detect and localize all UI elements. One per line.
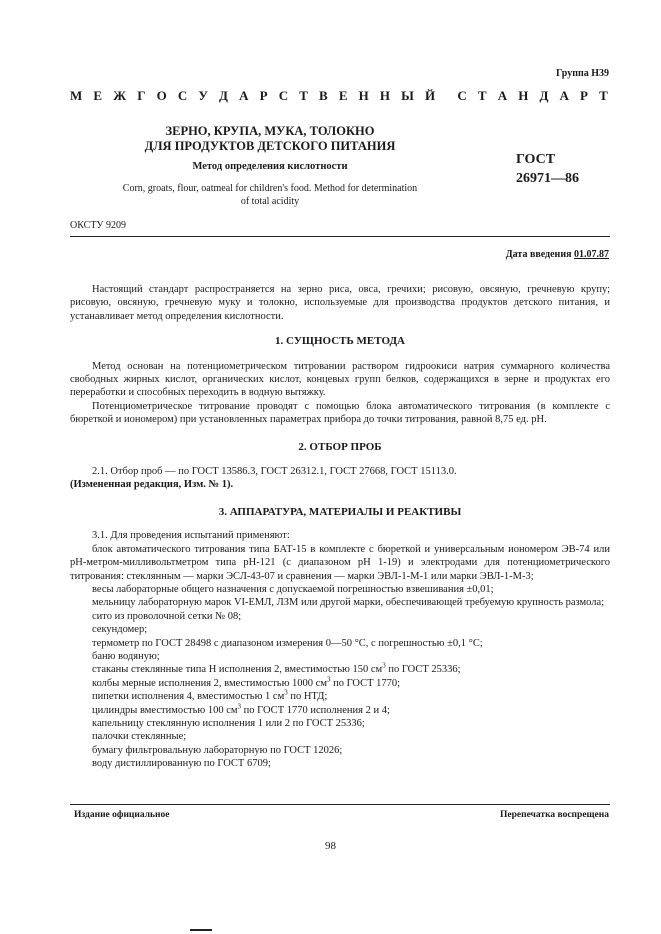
standard-header-letter: Й xyxy=(425,88,436,103)
standard-header-letter: В xyxy=(319,88,328,103)
section-3-paragraph-1: 3.1. Для проведения испытаний применяют: xyxy=(92,530,290,542)
list-item: мельницу лабораторную марок VI-ЕМЛ, ЛЗМ или другой марки, обеспечивающей требуемую крупность размола; xyxy=(92,597,605,609)
section-1-paragraph-1: Метод основан на потенциометрическом титровании раствором гидроокиси натрия суммарного количества свободных жирных кислот, органических кислот, концевых групп белков, содержащихся в зерне и продуктах его переработки и способных переходить в водную вытяжку. xyxy=(70,360,610,399)
standard-header-letter: М xyxy=(70,88,83,103)
list-item: бумагу фильтровальную лабораторную по ГОСТ 12026; xyxy=(92,744,343,756)
gost-designation xyxy=(516,150,579,188)
list-item: секундомер; xyxy=(92,624,148,636)
standard-header-letter: Д xyxy=(539,88,549,103)
standard-header-letter: Н xyxy=(379,88,390,103)
standard-header-letter: С xyxy=(278,88,289,103)
standard-header-letter: Ж xyxy=(113,88,127,103)
title-line-2: ДЛЯ ПРОДУКТОВ ДЕТСКОГО ПИТАНИЯ xyxy=(144,139,396,153)
page-number: 98 xyxy=(325,840,336,852)
standard-header-letter: О xyxy=(156,88,167,103)
list-item: баню водяную; xyxy=(92,650,160,662)
list-item: воду дистиллированную по ГОСТ 6709; xyxy=(92,758,271,770)
official-edition-label: Издание официальное xyxy=(74,810,170,820)
group-label: Группа Н39 xyxy=(556,68,609,79)
intro-date-label: Дата введения xyxy=(505,249,572,260)
standard-header-letter: Н xyxy=(518,88,529,103)
list-item: термометр по ГОСТ 28498 с диапазоном измерения 0—50 °С, с погрешностью ±0,1 °С; xyxy=(92,637,483,649)
list-item-flasks xyxy=(70,677,610,690)
standard-header-letter: У xyxy=(198,88,208,103)
item-text: по ГОСТ 25336; xyxy=(385,664,461,676)
standard-header-letter: Р xyxy=(259,88,268,103)
list-item: капельницу стеклянную исполнения 1 или 2 по ГОСТ 25336; xyxy=(92,717,365,729)
section-2-note: (Измененная редакция, Изм. № 1). xyxy=(70,479,234,491)
standard-header-letter: А xyxy=(559,88,569,103)
list-item: весы лабораторные общего назначения с допускаемой погрешностью взвешивания ±0,01; xyxy=(92,583,494,595)
scan-edge-mark xyxy=(190,929,212,931)
standard-header xyxy=(70,88,608,104)
superscript: 3 xyxy=(284,688,288,697)
standard-header-letter: Т xyxy=(299,88,308,103)
standard-header-letter: Т xyxy=(477,88,487,103)
section-1-paragraph-2: Потенциометрическое титрование проводят с помощью блока автоматического титрования (в комплекте с бюреткой и иономером) при установленных параметрах прибора до точки титрования, равной 8,75 ед. pH. xyxy=(70,400,610,426)
document-body xyxy=(70,283,610,771)
english-title xyxy=(120,182,420,208)
superscript: 3 xyxy=(326,675,331,684)
section-2-heading: 2. ОТБОР ПРОБ xyxy=(298,440,382,453)
method-title: Метод определения кислотности xyxy=(192,161,348,172)
gost-number: 26971—86 xyxy=(516,171,579,186)
english-title-line-1: Corn, groats, flour, oatmeal for children's food. Method for determination xyxy=(122,183,418,194)
section-1-heading: 1. СУЩНОСТЬ МЕТОДА xyxy=(275,335,405,348)
header-divider xyxy=(70,236,610,237)
superscript: 3 xyxy=(382,661,386,670)
title-block xyxy=(120,124,420,208)
footer-divider xyxy=(70,804,610,805)
list-item: сито из проволочной сетки № 08; xyxy=(92,610,242,622)
standard-header-letter: Р xyxy=(580,88,588,103)
section-2-paragraph-1: 2.1. Отбор проб — по ГОСТ 13586.3, ГОСТ 26312.1, ГОСТ 27668, ГОСТ 15113.0. xyxy=(92,466,457,478)
list-item-pipettes xyxy=(70,690,610,703)
section-3-heading: 3. АППАРАТУРА, МАТЕРИАЛЫ И РЕАКТИВЫ xyxy=(218,505,462,518)
item-text: колбы мерные исполнения 2, вместимостью 1000 см xyxy=(92,677,327,689)
standard-header-letter: А xyxy=(497,88,508,103)
intro-date-value: 01.07.87 xyxy=(574,249,609,260)
superscript: 3 xyxy=(237,702,242,711)
standard-header-letter: А xyxy=(239,88,249,103)
standard-header-letter: Т xyxy=(599,88,608,103)
gost-label: ГОСТ xyxy=(516,152,556,167)
item-text: пипетки исполнения 4, вместимостью 1 см xyxy=(92,691,285,703)
intro-date xyxy=(506,249,609,260)
standard-header-letter: С xyxy=(457,88,467,103)
list-item-cylinders xyxy=(70,704,610,717)
list-item: блок автоматического титрования типа БАТ-15 в комплекте с бюреткой и универсальным иономером ЭВ-74 или pH-метром-милливольтметром типа pH-121 (с диапазоном pH 1-19) и электродами для потенциометрического титрования: стеклянным — марки ЭСЛ-43-07 и сравнения — марки ЭВЛ-1-М-1 или марки ЭВЛ-1-М-3; xyxy=(70,543,610,582)
item-text: стаканы стеклянные типа Н исполнения 2, вместимостью 150 см xyxy=(92,664,383,676)
item-text: по ГОСТ 1770; xyxy=(330,677,401,689)
list-item-beakers xyxy=(70,663,610,676)
intro-paragraph: Настоящий стандарт распространяется на зерно риса, овса, гречихи; рисовую, овсяную, гречневую крупу; рисовую, овсяную, гречневую муку и толокно, используемые для производства продуктов детского питания, и устанавливает метод определения кислотности. xyxy=(70,284,610,322)
list-item: палочки стеклянные; xyxy=(92,731,187,743)
standard-header-letter: Ы xyxy=(401,88,414,103)
english-title-line-2: of total acidity xyxy=(240,196,300,207)
standard-header-letter: Н xyxy=(358,88,369,103)
standard-header-letter: Е xyxy=(93,88,103,103)
okstu-code: ОКСТУ 9209 xyxy=(70,220,127,231)
item-text: по НТД; xyxy=(287,691,328,703)
item-text: по ГОСТ 1770 исполнения 2 и 4; xyxy=(241,704,390,716)
reprint-prohibited-label: Перепечатка воспрещена xyxy=(499,810,609,820)
item-text: цилиндры вместимостью 100 см xyxy=(92,704,238,716)
standard-header-letter: Е xyxy=(338,88,348,103)
standard-header-letter: Д xyxy=(219,88,228,103)
standard-header-letter: С xyxy=(177,88,188,103)
standard-header-letter: Г xyxy=(137,88,146,103)
title-line-1: ЗЕРНО, КРУПА, МУКА, ТОЛОКНО xyxy=(165,124,375,138)
